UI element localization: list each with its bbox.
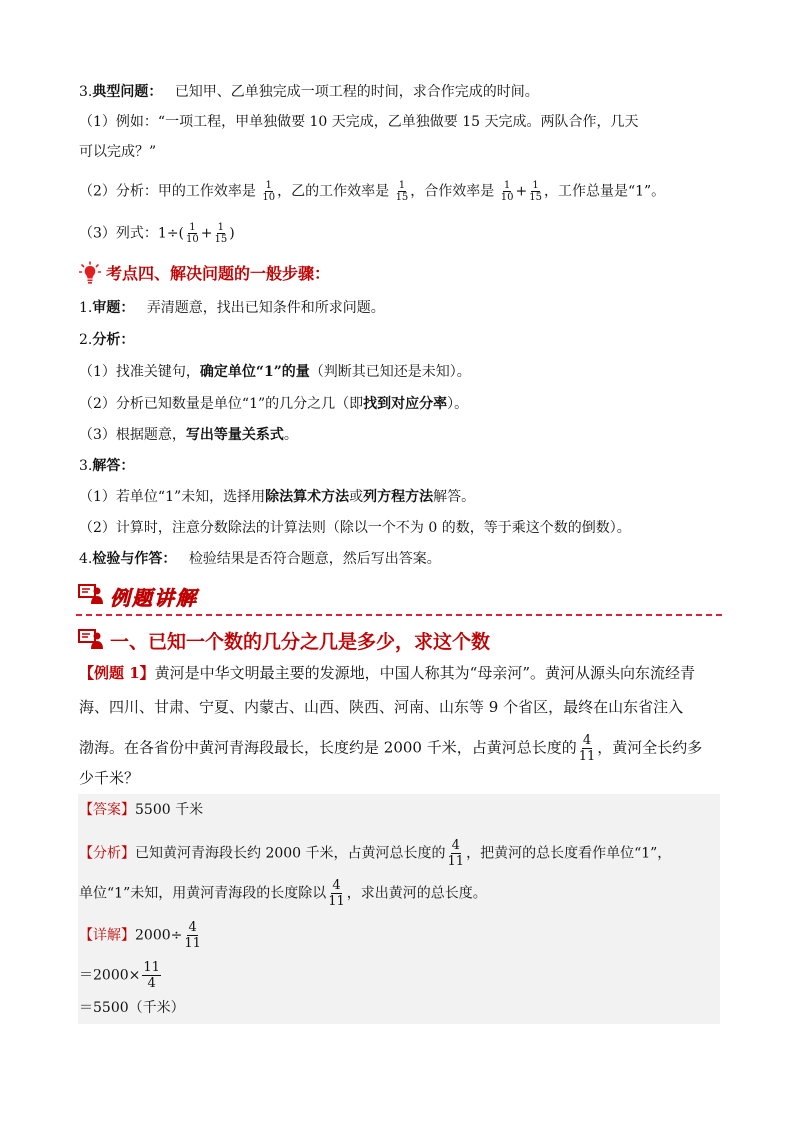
detail-line1 [79,920,203,951]
solution-box [78,794,720,1024]
fraction: $\frac{1}{10}$ [186,222,199,245]
banner-title: 例题讲解 [110,586,198,610]
k4-item2a-pre: （1）找准关键句， [79,364,200,380]
analysis-t1b: ，把黄河的总长度看作单位“1”， [466,845,672,862]
fraction: $\frac{4}{11}$ [578,733,596,764]
section-heading-4: 考点四、解决问题的一般步骤： [106,264,331,283]
plus-sign: + [515,183,528,200]
example1-line1 [79,663,695,683]
k4-item2c [79,425,298,445]
fraction: $\frac{11}{4}$ [143,960,160,991]
k4-item3 [79,456,134,476]
fraction: $\frac{1}{15}$ [395,180,409,203]
k4-item4-text: 检验结果是否符合题意，然后写出答案。 [188,551,441,567]
s3-num: 3. [79,84,93,100]
k4-item4-label: 检验与作答： [92,551,177,567]
k4-item3a-post: 解答。 [433,489,476,505]
analysis-t1a: 已知黄河青海段长约 2000 千米，占黄河总长度的 [135,845,446,862]
k4-item3a-bold2: 列方程方法 [363,489,434,505]
dashed-divider [76,614,722,616]
s3-label: 典型问题： [92,84,163,100]
s3-line3 [79,222,235,245]
k4-item2b-pre: （2）分析已知数量是单位“1”的几分之几（即 [79,396,364,412]
k4-item2c-post: 。 [283,427,298,443]
example1-p3a: 渤海。在各省份中黄河青海段最长，长度约是 2000 千米，占黄河总长度的 [79,738,577,757]
answer-label: 【答案】 [79,802,135,818]
analysis-line2 [79,878,487,909]
k4-item4-num: 4. [79,551,93,567]
s3-line1: （1）例如：“一项工程，甲单独做要 10 天完成，乙单独做要 15 天完成。两队合作，几天 [79,114,639,130]
s3-line3-a: （3）列式：1÷( [79,225,185,242]
detail-line3: ＝5500（千米） [79,1000,185,1016]
k4-item3a-mid: 或 [349,489,364,505]
k4-item3a [79,487,475,507]
k4-item2b [79,394,468,414]
fraction: $\frac{4}{11}$ [447,838,465,869]
k4-item2b-bold: 找到对应分率 [363,396,448,412]
analysis-t2b: ，求出黄河的总长度。 [346,885,487,902]
example1-p3b: ，黄河全长约多 [597,738,703,757]
s3-line2-b: ，乙的工作效率是 [277,183,390,200]
k4-item2a-bold: 确定单位“1”的量 [199,364,310,380]
fraction: $\frac{4}{11}$ [328,878,345,909]
teacher-icon [78,582,104,606]
k4-item2c-pre: （3）根据题意， [79,427,186,443]
k4-item2c-bold: 写出等量关系式 [185,427,284,443]
detail-l2a: ＝2000× [79,967,141,984]
k4-item3-num: 3. [79,458,93,474]
k4-item2 [79,330,134,350]
s3-line3-end: ) [229,225,235,242]
k4-item1-text: 弄清题意，找出已知条件和所求问题。 [146,300,385,316]
detail-label: 【详解】 [79,927,135,944]
k4-item2a [79,362,471,382]
example1-line4: 少千米？ [79,769,140,787]
s3-line2 [79,180,665,203]
k4-item3b: （2）计算时，注意分数除法的计算法则（除以一个不为 0 的数，等于乘这个数的倒数）。 [79,520,631,536]
fraction: $\frac{1}{10}$ [262,180,276,203]
k4-item2-num: 2. [79,332,93,348]
analysis-label: 【分析】 [79,845,135,862]
k4-item1-label: 审题： [92,300,135,316]
example1-p1: 黄河是中华文明最主要的发源地，中国人称其为“母亲河”。黄河从源头向东流经青 [154,664,696,682]
s3-line2-a: （2）分析：甲的工作效率是 [79,183,256,200]
example1-line3 [79,733,702,764]
k4-item3-label: 解答： [92,458,135,474]
fraction: $\frac{4}{11}$ [184,920,201,951]
detail-line2 [79,960,163,991]
analysis-line1 [79,838,671,869]
s3-text: 已知甲、乙单独完成一项工程的时间，求合作完成的时间。 [174,84,539,100]
k4-item3a-bold1: 除法算术方法 [265,489,350,505]
example1-line2: 海、四川、甘肃、宁夏、内蒙古、山西、陕西、河南、山东等 9 个省区，最终在山东省注入 [79,698,684,716]
s3-line2-c: ，合作效率是 [410,183,495,200]
k4-item2-label: 分析： [92,332,135,348]
example1-label: 【例题 1】 [79,664,155,682]
plus-sign: + [200,225,213,242]
k4-item1 [79,298,385,318]
teacher-icon [78,627,104,651]
fraction: $\frac{1}{15}$ [214,222,228,245]
fraction: $\frac{1}{15}$ [529,180,542,203]
detail-l1: 2000÷ [135,927,183,944]
s3-heading [79,82,539,102]
answer-line [79,800,203,820]
fraction: $\frac{1}{10}$ [500,180,514,203]
subsection-heading: 一、已知一个数的几分之几是多少，求这个数 [110,631,491,653]
k4-item2b-post: ）。 [447,396,469,412]
k4-item2a-post: （判断其已知还是未知）。 [309,364,471,380]
lightbulb-icon [79,261,101,285]
answer-text: 5500 千米 [135,802,204,818]
k4-item4 [79,549,441,569]
k4-item3a-pre: （1）若单位“1”未知，选择用 [79,489,266,505]
k4-item1-num: 1. [79,300,93,316]
s3-line1b: 可以完成？” [79,144,157,160]
s3-line2-d: ，工作总量是“1”。 [543,183,666,200]
analysis-t2a: 单位“1”未知，用黄河青海段的长度除以 [79,885,327,902]
